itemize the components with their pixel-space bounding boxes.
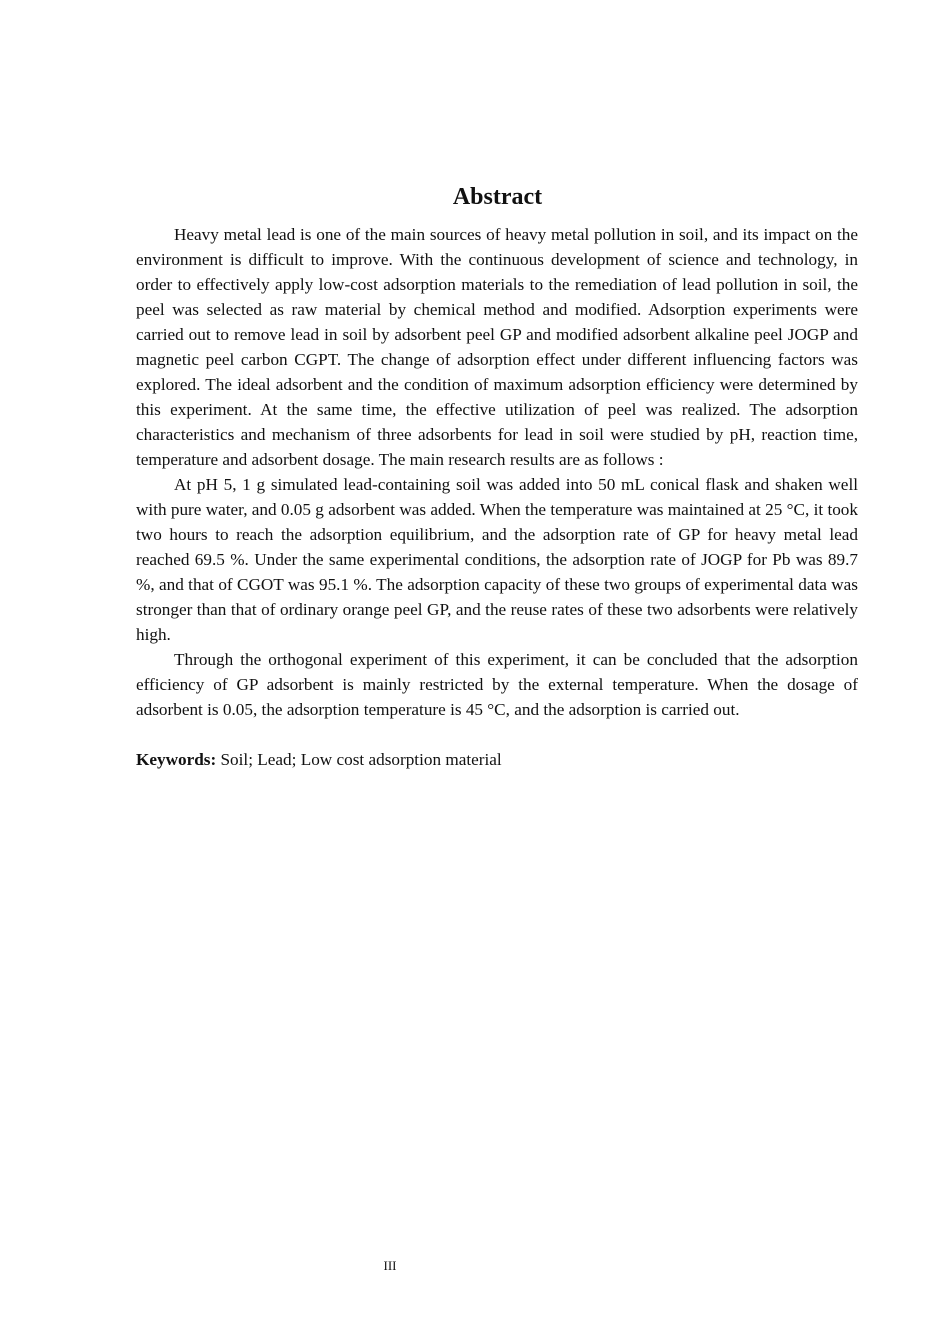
keywords-label: Keywords: bbox=[136, 750, 217, 769]
keywords-text: Soil; Lead; Low cost adsorption material bbox=[220, 750, 502, 769]
abstract-body bbox=[136, 222, 858, 772]
abstract-paragraph-2: At pH 5, 1 g simulated lead-containing soil was added into 50 mL conical flask and shaken well with pure water, and 0.05 g adsorbent was added. When the temperature was maintained at 25 °C, it took two hours to reach the adsorption equilibrium, and the adsorption rate of GP for heavy metal lead reached 69.5 %. Under the same experimental conditions, the adsorption rate of JOGP for Pb was 89.7 %, and that of CGOT was 95.1 %. The adsorption capacity of these two groups of experimental data was stronger than that of ordinary orange peel GP, and the reuse rates of these two adsorbents were relatively high. bbox=[136, 475, 858, 644]
page-number: III bbox=[383, 1258, 397, 1273]
abstract-paragraph-3: Through the orthogonal experiment of this experiment, it can be concluded that the adsorption efficiency of GP adsorbent is mainly restricted by the external temperature. When the dosage of adsorbent is 0.05, the adsorption temperature is 45 °C, and the adsorption is carried out. bbox=[136, 650, 858, 719]
keywords-line bbox=[136, 747, 858, 772]
abstract-paragraph-1: Heavy metal lead is one of the main sources of heavy metal pollution in soil, and its impact on the environment is difficult to improve. With the continuous development of science and technology, in order to effectively apply low-cost adsorption materials to the remediation of lead pollution in soil, the peel was selected as raw material by chemical method and modified. Adsorption experiments were carried out to remove lead in soil by adsorbent peel GP and modified adsorbent alkaline peel JOGP and magnetic peel carbon CGPT. The change of adsorption effect under different influencing factors was explored. The ideal adsorbent and the condition of maximum adsorption efficiency were determined by this experiment. At the same time, the effective utilization of peel was realized. The adsorption characteristics and mechanism of three adsorbents for lead in soil were studied by pH, reaction time, temperature and adsorbent dosage. The main research results are as follows : bbox=[136, 225, 858, 469]
abstract-title: Abstract bbox=[452, 184, 543, 211]
